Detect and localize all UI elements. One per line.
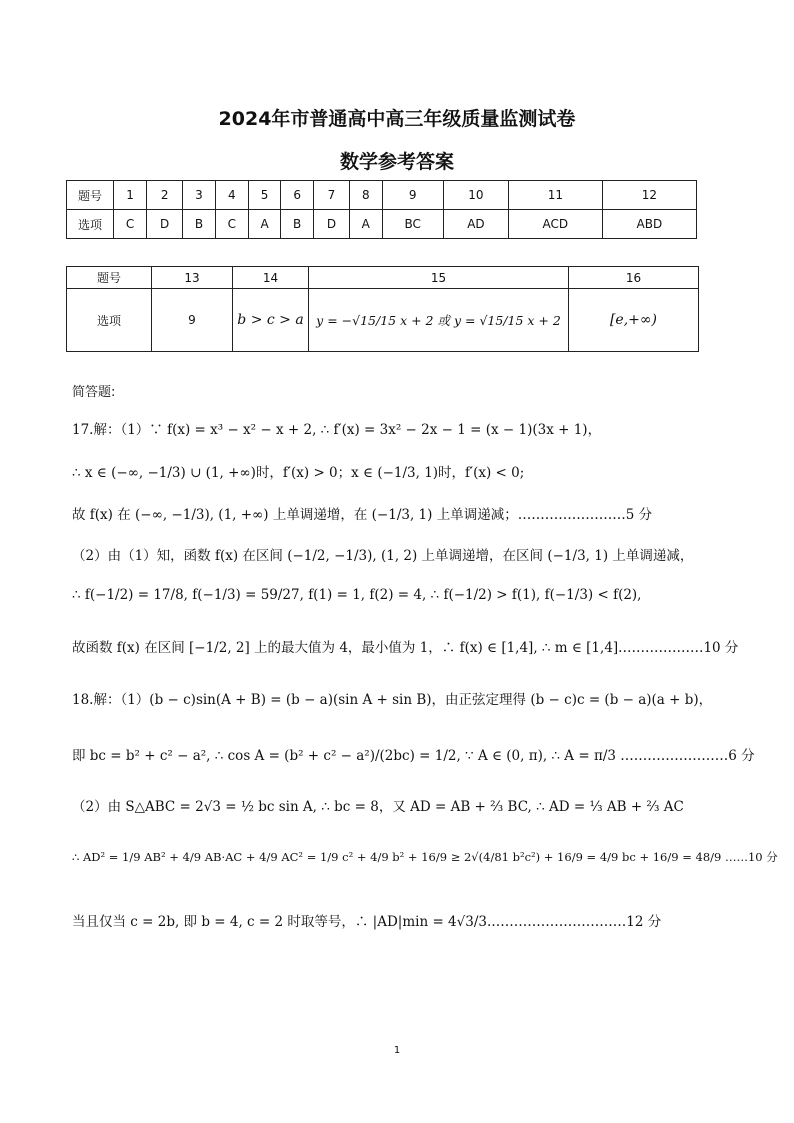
table-cell: ACD xyxy=(508,210,602,239)
page-subtitle: 数学参考答案 xyxy=(339,151,454,173)
table-cell: C xyxy=(114,210,147,239)
table-cell: 1 xyxy=(114,181,147,210)
table-cell: D xyxy=(313,210,349,239)
table-header-label: 题号 xyxy=(67,267,152,289)
table-cell: 10 xyxy=(443,181,508,210)
section-title: 简答题: xyxy=(72,385,116,400)
table-cell: [e,+∞) xyxy=(569,289,699,352)
table-cell: 3 xyxy=(183,181,216,210)
table-cell: 4 xyxy=(215,181,248,210)
table-row-label: 选项 xyxy=(67,289,152,352)
table-row xyxy=(67,267,699,289)
table-cell: 9 xyxy=(382,181,443,210)
table-cell: BC xyxy=(382,210,443,239)
table-cell: B xyxy=(281,210,314,239)
solution-line: ∴ f(−1/2) = 17/8, f(−1/3) = 59/27, f(1) = 1, f(2) = 4, ∴ f(−1/2) > f(1), f(−1/3) < f(2), xyxy=(72,587,642,603)
solution-line: ∴ x ∈ (−∞, −1/3) ∪ (1, +∞)时，f′(x) > 0；x ∈ (−1/3, 1)时，f′(x) < 0; xyxy=(72,465,525,481)
solution-line: 故 f(x) 在 (−∞, −1/3), (1, +∞) 上单调递增，在 (−1/3, 1) 上单调递减；……………………5 分 xyxy=(72,507,653,523)
solution-line: 当且仅当 c = 2b, 即 b = 4, c = 2 时取等号，∴ |AD|min = 4√3/3.…………………………12 分 xyxy=(72,914,662,930)
table-cell: b > c > a xyxy=(233,289,309,352)
table-cell: B xyxy=(183,210,216,239)
answer-table-2 xyxy=(66,266,699,352)
solution-line: ∴ AD² = 1/9 AB² + 4/9 AB·AC + 4/9 AC² = 1/9 c² + 4/9 b² + 16/9 ≥ 2√(4/81 b²c²) + 16/9 = 4/9 bc + 16/9 = 48/9 ……10 分 xyxy=(72,850,778,864)
solution-line: 故函数 f(x) 在区间 [−1/2, 2] 上的最大值为 4，最小值为 1，∴ f(x) ∈ [1,4], ∴ m ∈ [1,4].………………10 分 xyxy=(72,640,739,656)
table-cell: 14 xyxy=(233,267,309,289)
table-cell: y = −√15/15 x + 2 或 y = √15/15 x + 2 xyxy=(309,289,569,352)
table-cell: AD xyxy=(443,210,508,239)
table-cell: 7 xyxy=(313,181,349,210)
table-cell: C xyxy=(215,210,248,239)
table-cell: 16 xyxy=(569,267,699,289)
table-cell: 15 xyxy=(309,267,569,289)
page-title: 2024年市普通高中高三年级质量监测试卷 xyxy=(218,108,576,130)
table-row xyxy=(67,289,699,352)
table-cell: 12 xyxy=(602,181,696,210)
table-row-label: 选项 xyxy=(67,210,114,239)
table-header-label: 题号 xyxy=(67,181,114,210)
solution-line: 18.解：（1）(b − c)sin(A + B) = (b − a)(sin A + sin B)，由正弦定理得 (b − c)c = (b − a)(a + b)， xyxy=(72,692,713,708)
table-cell: ABD xyxy=(602,210,696,239)
table-cell: A xyxy=(248,210,281,239)
table-cell: 6 xyxy=(281,181,314,210)
table-cell: 2 xyxy=(147,181,183,210)
solution-line: 即 bc = b² + c² − a², ∴ cos A = (b² + c² − a²)/(2bc) = 1/2, ∵ A ∈ (0, π), ∴ A = π/3 ……………………6 分 xyxy=(72,748,755,764)
table-row xyxy=(67,210,697,239)
solution-line: （2）由（1）知，函数 f(x) 在区间 (−1/2, −1/3), (1, 2) 上单调递增，在区间 (−1/3, 1) 上单调递减， xyxy=(72,548,694,564)
page-number: 1 xyxy=(393,1045,401,1056)
table-cell: 5 xyxy=(248,181,281,210)
table-cell: 8 xyxy=(350,181,383,210)
table-cell: A xyxy=(350,210,383,239)
table-cell: 13 xyxy=(152,267,233,289)
table-cell: D xyxy=(147,210,183,239)
table-cell: 9 xyxy=(152,289,233,352)
solution-line: 17.解：（1）∵ f(x) = x³ − x² − x + 2, ∴ f′(x) = 3x² − 2x − 1 = (x − 1)(3x + 1)， xyxy=(72,422,602,438)
table-cell: 11 xyxy=(508,181,602,210)
answer-table-1 xyxy=(66,180,697,239)
solution-line: （2）由 S△ABC = 2√3 = ½ bc sin A, ∴ bc = 8，又 AD = AB + ⅔ BC, ∴ AD = ⅓ AB + ⅔ AC xyxy=(72,799,684,815)
table-row xyxy=(67,181,697,210)
